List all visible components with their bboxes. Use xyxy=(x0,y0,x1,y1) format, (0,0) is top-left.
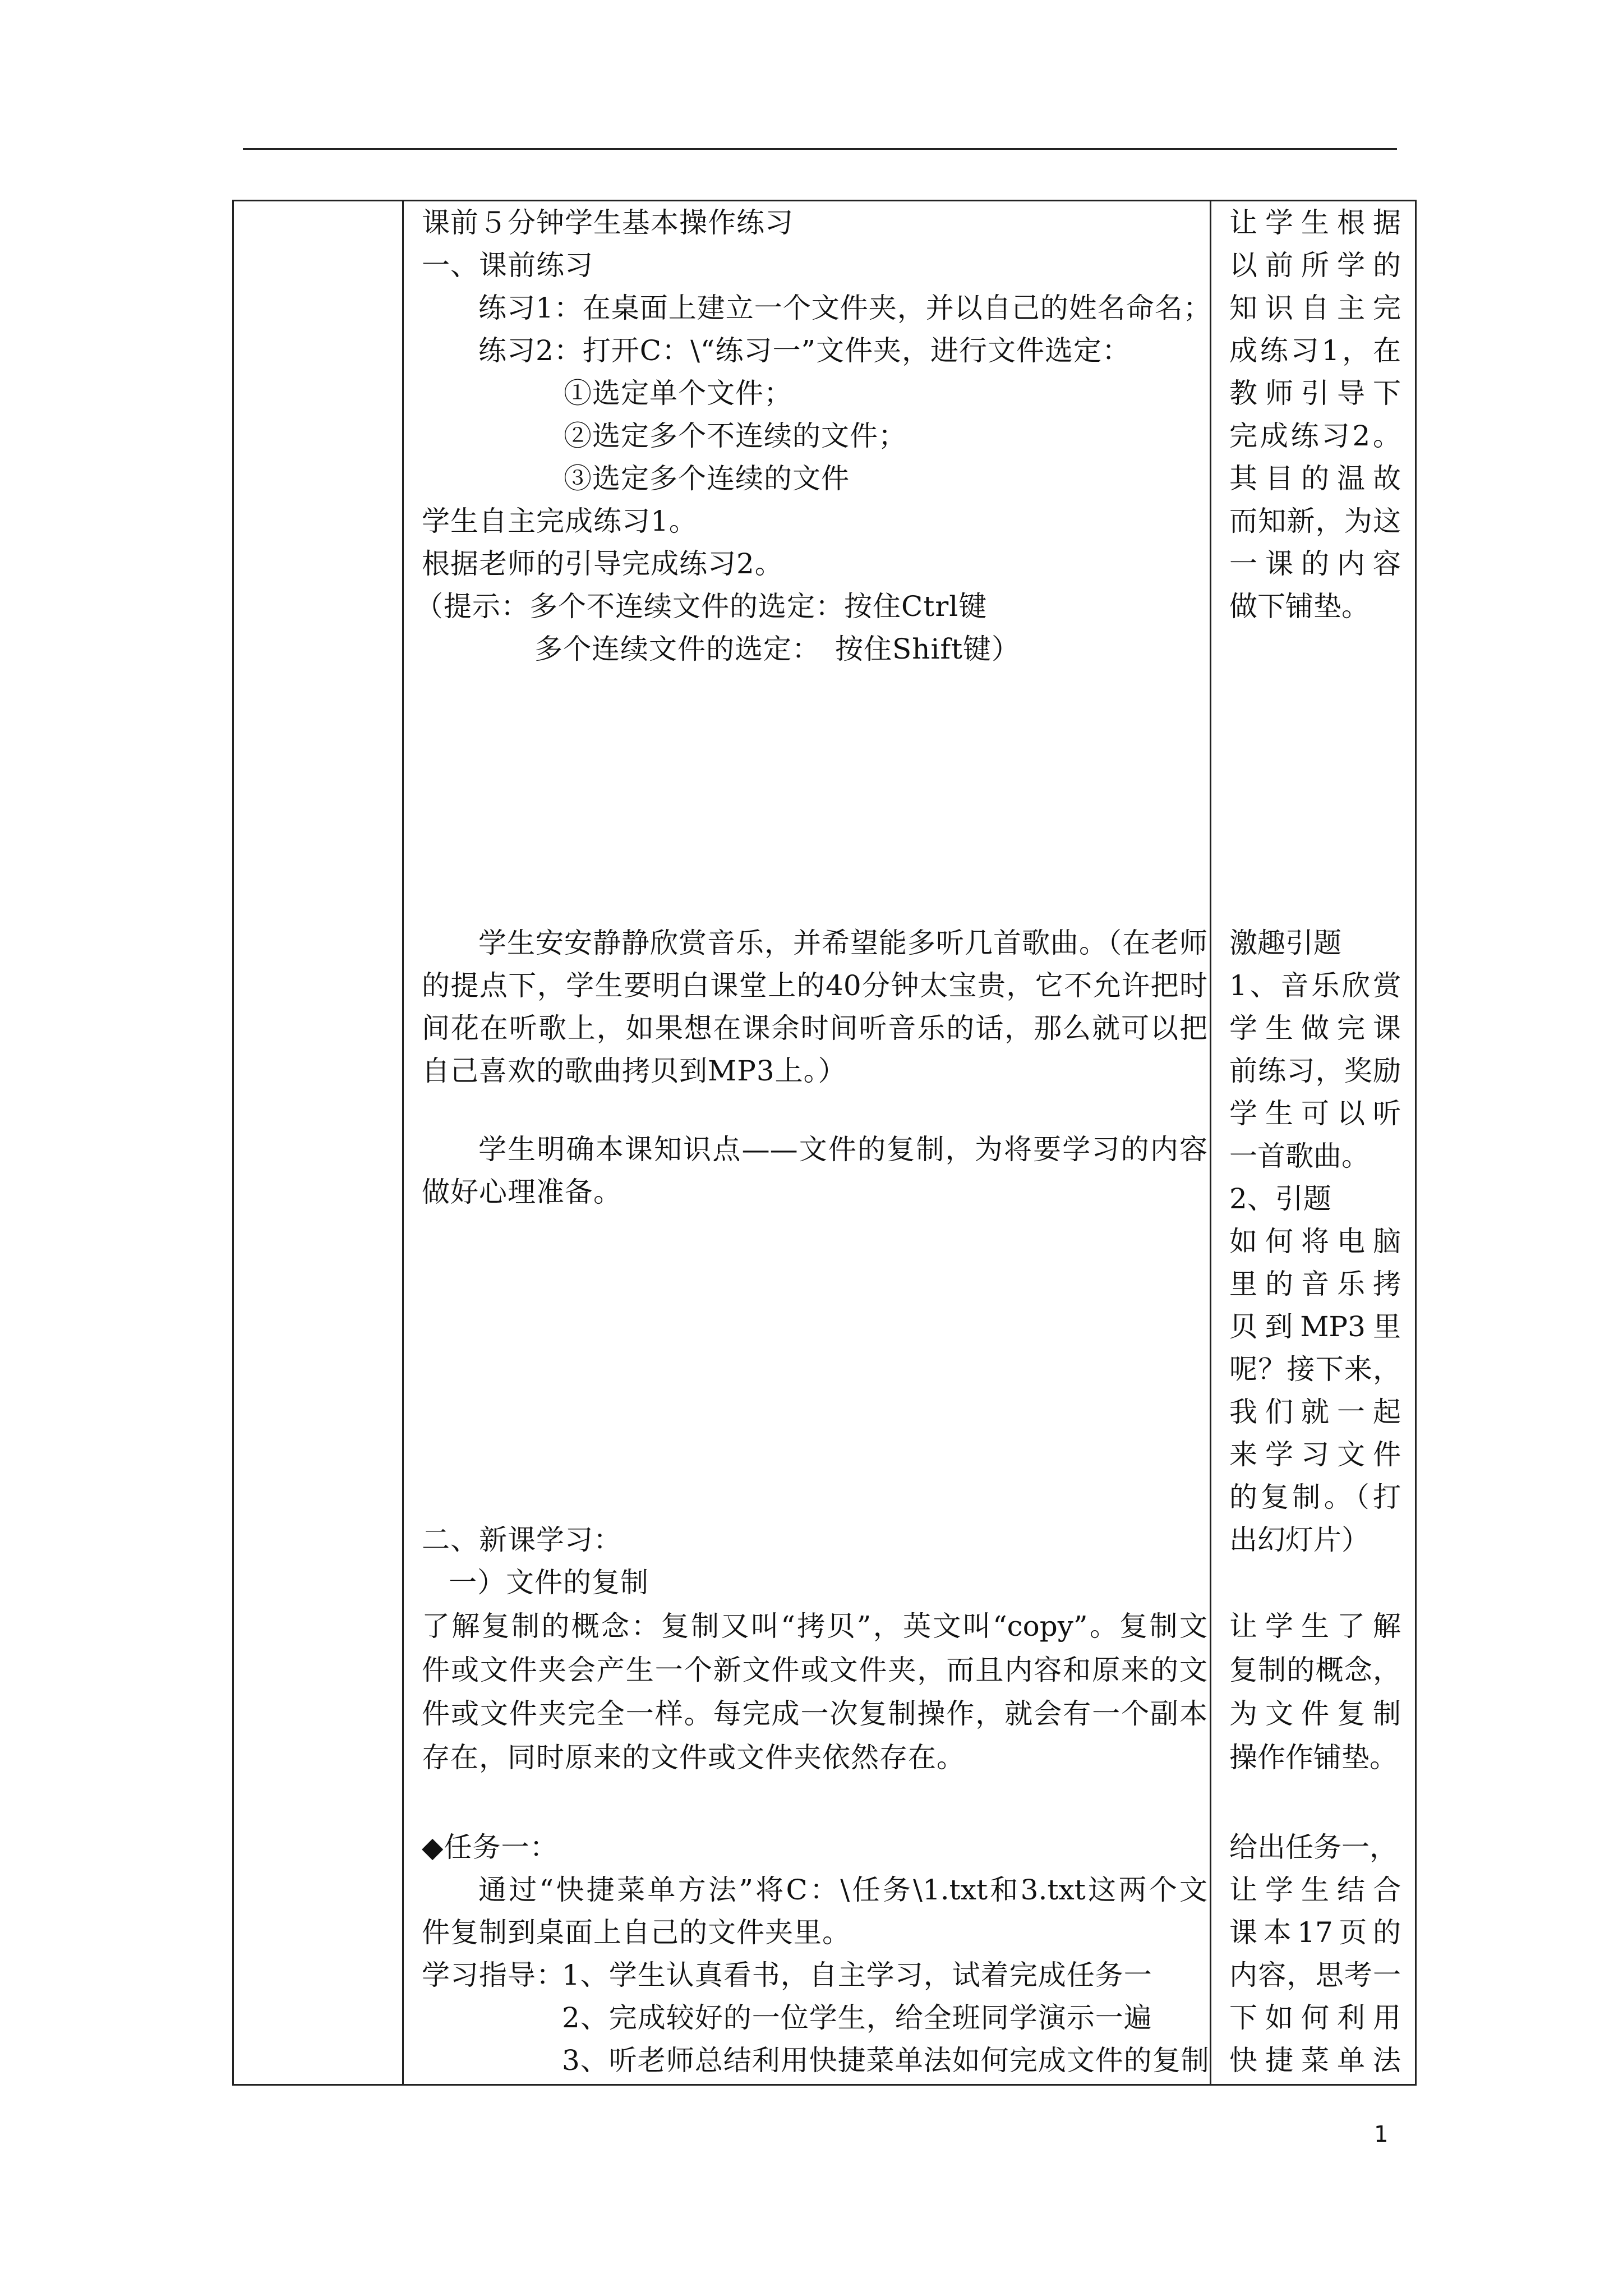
guidance-item: 3、听老师总结利用快捷菜单法如何完成文件的复制 xyxy=(562,2044,1210,2077)
teaching-notes-cell xyxy=(1211,201,1417,2084)
exercise-1: 练习1：在桌面上建立一个文件夹，并以自己的姓名命名； xyxy=(478,292,1212,324)
guidance-label: 学习指导： xyxy=(422,1959,565,1991)
note-line: 快捷菜单法 xyxy=(1229,2044,1401,2077)
empty-left-cell xyxy=(234,201,402,2084)
exercise-2-item: ③选定多个连续的文件 xyxy=(564,462,850,495)
guidance-item: 2、完成较好的一位学生，给全班同学演示一遍 xyxy=(562,2001,1152,2034)
note-line: 一课的内容 xyxy=(1229,547,1401,580)
activity-cell xyxy=(404,201,1210,2084)
note-line: 做下铺垫。 xyxy=(1229,590,1370,623)
note-line: 完成练习2。 xyxy=(1229,420,1401,452)
note-line: 1、音乐欣赏 xyxy=(1229,969,1401,1002)
header-rule xyxy=(243,148,1397,150)
note-line: 我们就一起 xyxy=(1229,1396,1401,1428)
section1-heading: 一、课前练习 xyxy=(422,249,593,282)
lesson-table xyxy=(232,200,1417,2086)
note-line: 复制的概念， xyxy=(1229,1654,1401,1686)
music-paragraph-line: 的提点下，学生要明白课堂上的40分钟太宝贵，它不允许把时 xyxy=(422,969,1207,1002)
hint-line: 多个连续文件的选定： 按住Shift键） xyxy=(534,633,1021,665)
student-task-1: 学生自主完成练习1。 xyxy=(422,505,698,537)
concept-line: 了解复制的概念：复制又叫“拷贝”，英文叫“copy”。复制文 xyxy=(422,1610,1207,1642)
note-line: 让学生结合 xyxy=(1229,1874,1401,1906)
note-line: 呢？接下来， xyxy=(1229,1353,1401,1386)
note-line: 操作作铺垫。 xyxy=(1229,1741,1398,1774)
note-line: 以前所学的 xyxy=(1229,249,1401,282)
objective-paragraph-line: 学生明确本课知识点——文件的复制，为将要学习的内容 xyxy=(478,1133,1207,1166)
page-number: 1 xyxy=(1374,2122,1389,2147)
note-line: 下如何利用 xyxy=(1229,2001,1401,2034)
student-task-2: 根据老师的引导完成练习2。 xyxy=(422,547,783,580)
note-line: 贝到MP3里 xyxy=(1229,1310,1401,1343)
concept-line: 存在，同时原来的文件或文件夹依然存在。 xyxy=(422,1741,965,1774)
note-line: 成练习1，在 xyxy=(1229,334,1401,367)
note-line: 一首歌曲。 xyxy=(1229,1140,1370,1172)
concept-line: 件或文件夹完全一样。每完成一次复制操作，就会有一个副本 xyxy=(422,1697,1207,1730)
note-line: 学生做完课 xyxy=(1229,1012,1401,1045)
note-line: 让学生根据 xyxy=(1229,206,1401,239)
task1-line: 通过“快捷菜单方法”将C：\任务\1.txt和3.txt这两个文 xyxy=(478,1874,1207,1906)
task1-line: 件复制到桌面上自己的文件夹里。 xyxy=(422,1916,851,1949)
task1-heading: ◆任务一： xyxy=(422,1831,559,1864)
concept-line: 件或文件夹会产生一个新文件或文件夹，而且内容和原来的文 xyxy=(422,1654,1207,1686)
note-line: 的复制。（打 xyxy=(1229,1481,1401,1513)
guidance-item: 1、学生认真看书，自主学习，试着完成任务一 xyxy=(562,1959,1152,1991)
exercise-2-item: ①选定单个文件； xyxy=(564,377,792,409)
exercise-2: 练习2：打开C：\“练习一”文件夹，进行文件选定： xyxy=(478,334,1131,367)
warmup-title: 课前５分钟学生基本操作练习 xyxy=(422,206,794,239)
note-line: 学生可以听 xyxy=(1229,1097,1401,1130)
note-line: 其目的温故 xyxy=(1229,462,1401,495)
note-line: 里的音乐拷 xyxy=(1229,1268,1401,1300)
note-line: 让学生了解 xyxy=(1229,1610,1401,1642)
note-line: 给出任务一， xyxy=(1229,1831,1398,1864)
note-line: 2、引题 xyxy=(1229,1182,1331,1215)
note-line: 为文件复制 xyxy=(1229,1697,1401,1730)
note-line: 前练习，奖励 xyxy=(1229,1055,1401,1087)
note-line: 如何将电脑 xyxy=(1229,1225,1401,1258)
note-line: 教师引导下 xyxy=(1229,377,1401,409)
exercise-2-item: ②选定多个不连续的文件； xyxy=(564,420,907,452)
section2-heading: 二、新课学习： xyxy=(422,1524,622,1556)
subsection-heading: 一）文件的复制 xyxy=(449,1566,649,1599)
note-line: 内容，思考一 xyxy=(1229,1959,1401,1991)
note-line: 知识自主完 xyxy=(1229,292,1401,324)
note-line: 来学习文件 xyxy=(1229,1438,1401,1471)
objective-paragraph-line: 做好心理准备。 xyxy=(422,1176,622,1208)
music-paragraph-line: 学生安安静静欣赏音乐，并希望能多听几首歌曲。（在老师 xyxy=(478,927,1207,959)
hint-line: （提示：多个不连续文件的选定：按住Ctrl键 xyxy=(415,590,988,623)
music-paragraph-line: 自己喜欢的歌曲拷贝到MP3上。） xyxy=(422,1055,847,1087)
note-line: 出幻灯片） xyxy=(1229,1524,1370,1556)
note-line: 课本17页的 xyxy=(1229,1916,1401,1949)
note-line: 而知新，为这 xyxy=(1229,505,1401,537)
note-line: 激趣引题 xyxy=(1229,927,1341,959)
music-paragraph-line: 间花在听歌上，如果想在课余时间听音乐的话，那么就可以把 xyxy=(422,1012,1207,1045)
